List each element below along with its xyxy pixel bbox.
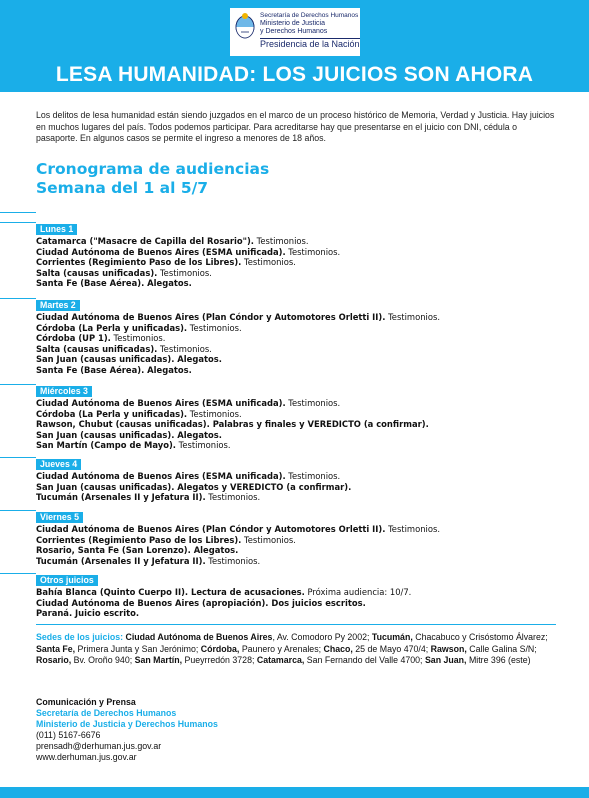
hearing-court: Catamarca ("Masacre de Capilla del Rosario"). xyxy=(36,236,254,246)
hearing-row xyxy=(36,471,556,482)
day-label: Martes 2 xyxy=(36,300,80,311)
hearing-row xyxy=(36,365,556,376)
hearing-type: Testimonios. xyxy=(157,343,212,354)
hearing-type: Testimonios. xyxy=(157,267,212,278)
day-label: Miércoles 3 xyxy=(36,386,92,397)
venue-city: Ciudad Autónoma de Buenos Aires xyxy=(125,632,273,642)
hearing-court: Córdoba (UP 1). xyxy=(36,333,111,344)
hearing-row xyxy=(36,344,556,355)
venue-city: Rosario, xyxy=(36,655,72,665)
day-rule xyxy=(0,222,36,223)
hearing-row xyxy=(36,409,556,420)
hearing-type: Testimonios. xyxy=(187,408,242,419)
hearing-row xyxy=(36,268,556,279)
hearing-court: Tucumán (Arsenales II y Jefatura II). xyxy=(36,492,206,503)
day-rule xyxy=(0,384,36,385)
hearing-row xyxy=(36,524,556,535)
schedule-title-week: Semana del 1 al 5/7 xyxy=(36,179,209,197)
hearing-court: San Juan (causas unificadas). Alegatos. xyxy=(36,354,222,365)
contact-block xyxy=(36,697,218,762)
day-block xyxy=(36,293,556,376)
hearing-row xyxy=(36,482,556,493)
hearing-court: San Juan (causas unificadas). Alegatos. xyxy=(36,429,222,440)
venue-address: Pueyrredón 3728; xyxy=(182,655,257,665)
schedule-title-line1: Cronograma de audiencias xyxy=(36,160,270,178)
hearing-row xyxy=(36,398,556,409)
hearing-type: Testimonios. xyxy=(285,246,341,257)
hearing-court: Corrientes (Regimiento Paso de los Libres). xyxy=(36,534,242,545)
day-block xyxy=(36,505,556,566)
hearing-court: Corrientes (Regimiento Paso de los Libres). xyxy=(36,257,242,268)
hearing-court: Bahía Blanca (Quinto Cuerpo II). Lectura de acusaciones. xyxy=(36,587,305,597)
hearing-court: San Martín (Campo de Mayo). xyxy=(36,440,176,451)
hearing-row xyxy=(36,556,556,567)
hearing-row xyxy=(36,278,556,289)
hearing-row xyxy=(36,247,556,258)
hearing-row xyxy=(36,587,556,598)
contact-secretariat: Secretaría de Derechos Humanos xyxy=(36,707,177,718)
hearing-row xyxy=(36,598,556,609)
government-logo xyxy=(230,8,360,56)
venue-city: Córdoba, xyxy=(200,643,240,654)
hearing-type: Testimonios. xyxy=(205,555,261,566)
day-rule xyxy=(0,510,36,511)
day-rule xyxy=(0,457,36,458)
hearing-row xyxy=(36,257,556,268)
hearing-row xyxy=(36,333,556,344)
venues-label: Sedes de los juicios: xyxy=(36,632,124,642)
venue-city: Chaco, xyxy=(323,643,353,654)
venue-address: 25 de Mayo 470/4; xyxy=(352,643,431,654)
schedule-title xyxy=(36,160,269,198)
hearing-type: Testimonios. xyxy=(285,398,341,408)
sedes-divider xyxy=(36,624,556,625)
logo-ministry-2: y Derechos Humanos xyxy=(260,28,328,35)
contact-title: Comunicación y Prensa xyxy=(36,697,136,707)
hearing-court: Ciudad Autónoma de Buenos Aires (ESMA unificada). xyxy=(36,471,286,481)
venues-paragraph xyxy=(36,632,556,667)
venue-city: San Juan, xyxy=(424,655,467,665)
hearing-court: Ciudad Autónoma de Buenos Aires (ESMA unificada). xyxy=(36,246,286,257)
contact-phone: (011) 5167-6676 xyxy=(36,729,101,740)
contact-email[interactable]: prensadh@derhuman.jus.gov.ar xyxy=(36,740,162,751)
hearing-court: Santa Fe (Base Aérea). Alegatos. xyxy=(36,278,192,289)
hearing-type: Testimonios. xyxy=(241,257,296,268)
venue-city: Tucumán, xyxy=(371,632,413,642)
hearing-type: Testimonios. xyxy=(205,492,261,503)
day-label: Otros juicios xyxy=(36,575,98,586)
hearing-type: Testimonios. xyxy=(241,534,296,545)
hearing-type: Testimonios. xyxy=(254,236,309,246)
header-band xyxy=(0,0,589,92)
day-block xyxy=(36,379,556,451)
venue-address: , Av. Comodoro Py 2002; xyxy=(272,632,372,642)
hearing-row xyxy=(36,323,556,334)
venue-address: Bv. Oroño 940; xyxy=(71,655,135,665)
venue-address: Primera Junta y San Jerónimo; xyxy=(75,643,201,654)
hearing-type: Próxima audiencia: 10/7. xyxy=(304,587,412,597)
hearing-row xyxy=(36,608,556,619)
venue-address: San Fernando del Valle 4700; xyxy=(304,655,425,665)
hearing-row xyxy=(36,545,556,556)
day-label: Jueves 4 xyxy=(36,459,81,470)
hearing-row xyxy=(36,354,556,365)
hearing-row xyxy=(36,236,556,247)
venue-city: Rawson, xyxy=(430,643,467,654)
hearing-court: Ciudad Autónoma de Buenos Aires (Plan Cóndor y Automotores Orletti II). xyxy=(36,524,386,534)
venue-address: Calle Galina S/N; xyxy=(466,643,537,654)
contact-website[interactable]: www.derhuman.jus.gov.ar xyxy=(36,751,137,762)
hearing-court: Rawson, Chubut (causas unificadas). Palabras y finales y VEREDICTO (a confirmar). xyxy=(36,419,429,430)
hearing-row xyxy=(36,492,556,503)
hearing-type: Testimonios. xyxy=(385,524,440,534)
hearing-court: Ciudad Autónoma de Buenos Aires (ESMA unificada). xyxy=(36,398,286,408)
hearing-type: Testimonios. xyxy=(110,333,166,344)
venue-address: Paunero y Arenales; xyxy=(239,643,324,654)
hearing-court: Rosario, Santa Fe (San Lorenzo). Alegatos. xyxy=(36,545,239,556)
hearing-type: Testimonios. xyxy=(385,312,440,322)
logo-presidency: Presidencia de la Nación xyxy=(260,39,360,49)
venue-city: Catamarca, xyxy=(256,655,305,665)
logo-ministry: Ministerio de Justicia xyxy=(260,20,325,27)
hearing-court: Tucumán (Arsenales II y Jefatura II). xyxy=(36,555,206,566)
hearing-court: Salta (causas unificadas). xyxy=(36,343,158,354)
hearing-court: Paraná. Juicio escrito. xyxy=(36,608,140,619)
hearing-row xyxy=(36,430,556,441)
day-rule xyxy=(0,298,36,299)
day-label: Lunes 1 xyxy=(36,224,77,235)
venue-city: Santa Fe, xyxy=(36,643,76,654)
day-block xyxy=(36,452,556,503)
venue-address: Mitre 396 (este) xyxy=(466,655,531,665)
hearing-row xyxy=(36,419,556,430)
page-title: LESA HUMANIDAD: LOS JUICIOS SON AHORA xyxy=(55,63,534,86)
hearing-row xyxy=(36,440,556,451)
day-rule xyxy=(0,573,36,574)
hearing-type: Testimonios. xyxy=(176,440,231,451)
venue-city: San Martín, xyxy=(134,655,183,665)
footer-band xyxy=(0,787,589,798)
hearing-court: San Juan (causas unificadas). Alegatos y VEREDICTO (a confirmar). xyxy=(36,481,352,492)
national-shield-icon xyxy=(234,12,256,40)
intro-paragraph: Los delitos de lesa humanidad están siendo juzgados en el marco de un proceso histórico de Memoria, Verdad y Justicia. Hay juicios en muchos lugares del país. Todos podemos participar. Para acreditarse hay que presentarse en el juicio con DNI, cédula o pasaporte. En algunos casos se permite el ingreso a menores de 18 años. xyxy=(36,110,555,143)
hearing-court: Córdoba (La Perla y unificadas). xyxy=(36,408,188,419)
hearing-type: Testimonios. xyxy=(187,322,242,333)
venue-address: Chacabuco y Crisóstomo Álvarez; xyxy=(412,632,548,642)
day-block xyxy=(36,217,556,289)
hearing-court: Córdoba (La Perla y unificadas). xyxy=(36,322,188,333)
hearing-row xyxy=(36,535,556,546)
day-label: Viernes 5 xyxy=(36,512,83,523)
hearing-row xyxy=(36,312,556,323)
hearing-court: Ciudad Autónoma de Buenos Aires (Plan Cóndor y Automotores Orletti II). xyxy=(36,312,386,322)
contact-ministry: Ministerio de Justicia y Derechos Humanos xyxy=(36,718,218,729)
logo-secretariat: Secretaría de Derechos Humanos xyxy=(260,12,359,19)
hearing-court: Salta (causas unificadas). xyxy=(36,267,158,278)
day-block xyxy=(36,568,556,619)
hearing-court: Ciudad Autónoma de Buenos Aires (apropiación). Dos juicios escritos. xyxy=(36,597,366,608)
hearing-type: Testimonios. xyxy=(285,471,341,481)
hearing-court: Santa Fe (Base Aérea). Alegatos. xyxy=(36,364,192,375)
section-divider xyxy=(0,212,36,213)
